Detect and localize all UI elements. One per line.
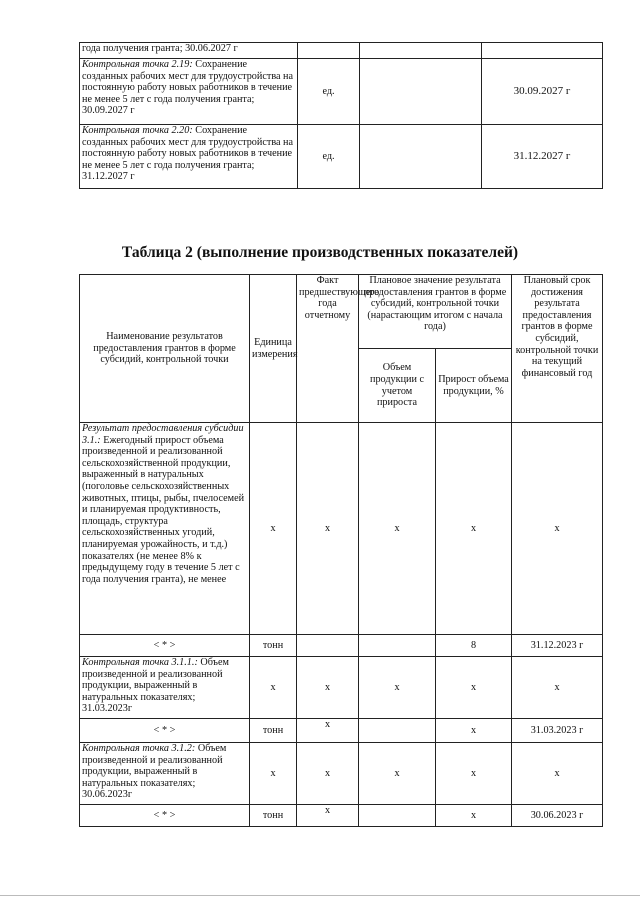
header-growth: Прирост объема продукции, % bbox=[436, 349, 512, 423]
table-row bbox=[80, 635, 603, 657]
header-volume: Объем продукции с учетом прироста bbox=[359, 349, 436, 423]
cell-empty bbox=[360, 59, 482, 125]
page-edge-divider bbox=[0, 895, 640, 896]
cell-unit: ед. bbox=[298, 125, 360, 189]
table-1-continuation bbox=[79, 42, 603, 189]
cell-growth: x bbox=[436, 719, 512, 743]
cell-growth: x bbox=[436, 657, 512, 719]
cell-date bbox=[482, 43, 603, 59]
cell-text: Сохранение созданных рабочих мест для трудоустройства на постоянную работу новых работников в течение не менее 5 лет с года получения гранта; 30.09.2027 г bbox=[82, 59, 294, 117]
table-row bbox=[80, 743, 603, 805]
cell-name bbox=[80, 59, 298, 125]
control-point-label: Контрольная точка 3.1.1.: bbox=[82, 657, 198, 668]
control-point-label: Контрольная точка 3.1.2: bbox=[82, 743, 196, 754]
cell-name bbox=[80, 657, 250, 719]
cell-fact: x bbox=[297, 805, 359, 827]
table-row bbox=[80, 657, 603, 719]
table-row bbox=[80, 59, 603, 125]
cell-name: < * > bbox=[80, 805, 250, 827]
control-point-label: Контрольная точка 2.20: bbox=[82, 125, 193, 136]
cell-name bbox=[80, 423, 250, 635]
cell-deadline: x bbox=[512, 743, 603, 805]
cell-empty bbox=[360, 43, 482, 59]
table-row bbox=[80, 805, 603, 827]
cell-growth: x bbox=[436, 423, 512, 635]
cell-volume: x bbox=[359, 423, 436, 635]
cell-deadline: x bbox=[512, 423, 603, 635]
header-row bbox=[80, 275, 603, 349]
cell-volume bbox=[359, 635, 436, 657]
cell-name bbox=[80, 43, 298, 59]
header-name: Наименование результатов предоставления грантов в форме субсидий, контрольной точки bbox=[80, 275, 250, 423]
cell-fact: x bbox=[297, 423, 359, 635]
page-title: Таблица 2 (выполнение производственных показателей) bbox=[121, 244, 519, 261]
header-plan: Плановое значение результата предоставления грантов в форме субсидий, контрольной точки (нарастающим итогом с начала года) bbox=[359, 275, 512, 349]
cell-text: Сохранение созданных рабочих мест для трудоустройства на постоянную работу новых работников в течение не менее 5 лет с года получения гранта; 31.12.2027 г bbox=[82, 125, 294, 183]
cell-growth: x bbox=[436, 743, 512, 805]
cell-unit: x bbox=[250, 423, 297, 635]
cell-unit bbox=[298, 43, 360, 59]
cell-volume bbox=[359, 719, 436, 743]
cell-empty bbox=[360, 125, 482, 189]
cell-name: < * > bbox=[80, 635, 250, 657]
cell-fact bbox=[297, 635, 359, 657]
cell-volume: x bbox=[359, 657, 436, 719]
cell-growth: 8 bbox=[436, 635, 512, 657]
result-label: Результат предоставления субсидии 3.1.: bbox=[82, 423, 244, 446]
header-unit: Единица измерения bbox=[250, 275, 297, 423]
cell-fact: x bbox=[297, 743, 359, 805]
cell-volume bbox=[359, 805, 436, 827]
cell-name: < * > bbox=[80, 719, 250, 743]
cell-name bbox=[80, 743, 250, 805]
cell-volume: x bbox=[359, 743, 436, 805]
table-row bbox=[80, 719, 603, 743]
cell-date: 31.12.2027 г bbox=[482, 125, 603, 189]
cell-unit: ед. bbox=[298, 59, 360, 125]
cell-fact: x bbox=[297, 657, 359, 719]
cell-fact: x bbox=[297, 719, 359, 743]
cell-date: 30.09.2027 г bbox=[482, 59, 603, 125]
cell-unit: тонн bbox=[250, 805, 297, 827]
cell-text: Объем произведенной и реализованной продукции, выраженный в натуральных показателях; 30.06.2023г bbox=[82, 743, 227, 801]
cell-unit: x bbox=[250, 743, 297, 805]
cell-text: года получения гранта; 30.06.2027 г bbox=[82, 43, 238, 54]
cell-text: Объем произведенной и реализованной продукции, выраженный в натуральных показателях; 31.03.2023г bbox=[82, 657, 229, 715]
header-fact: Факт предшествующего года отчетному bbox=[297, 275, 359, 423]
cell-deadline: 31.12.2023 г bbox=[512, 635, 603, 657]
cell-deadline: x bbox=[512, 657, 603, 719]
cell-text: Ежегодный прирост объема произведенной и реализованной сельскохозяйственной продукции, выраженный в натуральных (поголовье сельскохозяйственных животных, птицы, рыбы, пчелосемей и планируемая продуктивность, площадь, структура сельскохозяйственных угодий, планируемая урожайность, и т.д.) показателях (не менее 8% к предыдущему году в течение 5 лет с года получения гранта), не менее bbox=[82, 434, 245, 585]
cell-unit: тонн bbox=[250, 719, 297, 743]
cell-name bbox=[80, 125, 298, 189]
cell-growth: x bbox=[436, 805, 512, 827]
control-point-label: Контрольная точка 2.19: bbox=[82, 59, 193, 70]
table-2-production bbox=[79, 274, 603, 827]
table-row bbox=[80, 125, 603, 189]
cell-unit: тонн bbox=[250, 635, 297, 657]
cell-deadline: 30.06.2023 г bbox=[512, 805, 603, 827]
cell-deadline: 31.03.2023 г bbox=[512, 719, 603, 743]
table-row bbox=[80, 423, 603, 635]
header-deadline: Плановый срок достижения результата предоставления грантов в форме субсидий, контрольной точки на текущий финансовый год bbox=[512, 275, 603, 423]
cell-unit: x bbox=[250, 657, 297, 719]
table-row bbox=[80, 43, 603, 59]
